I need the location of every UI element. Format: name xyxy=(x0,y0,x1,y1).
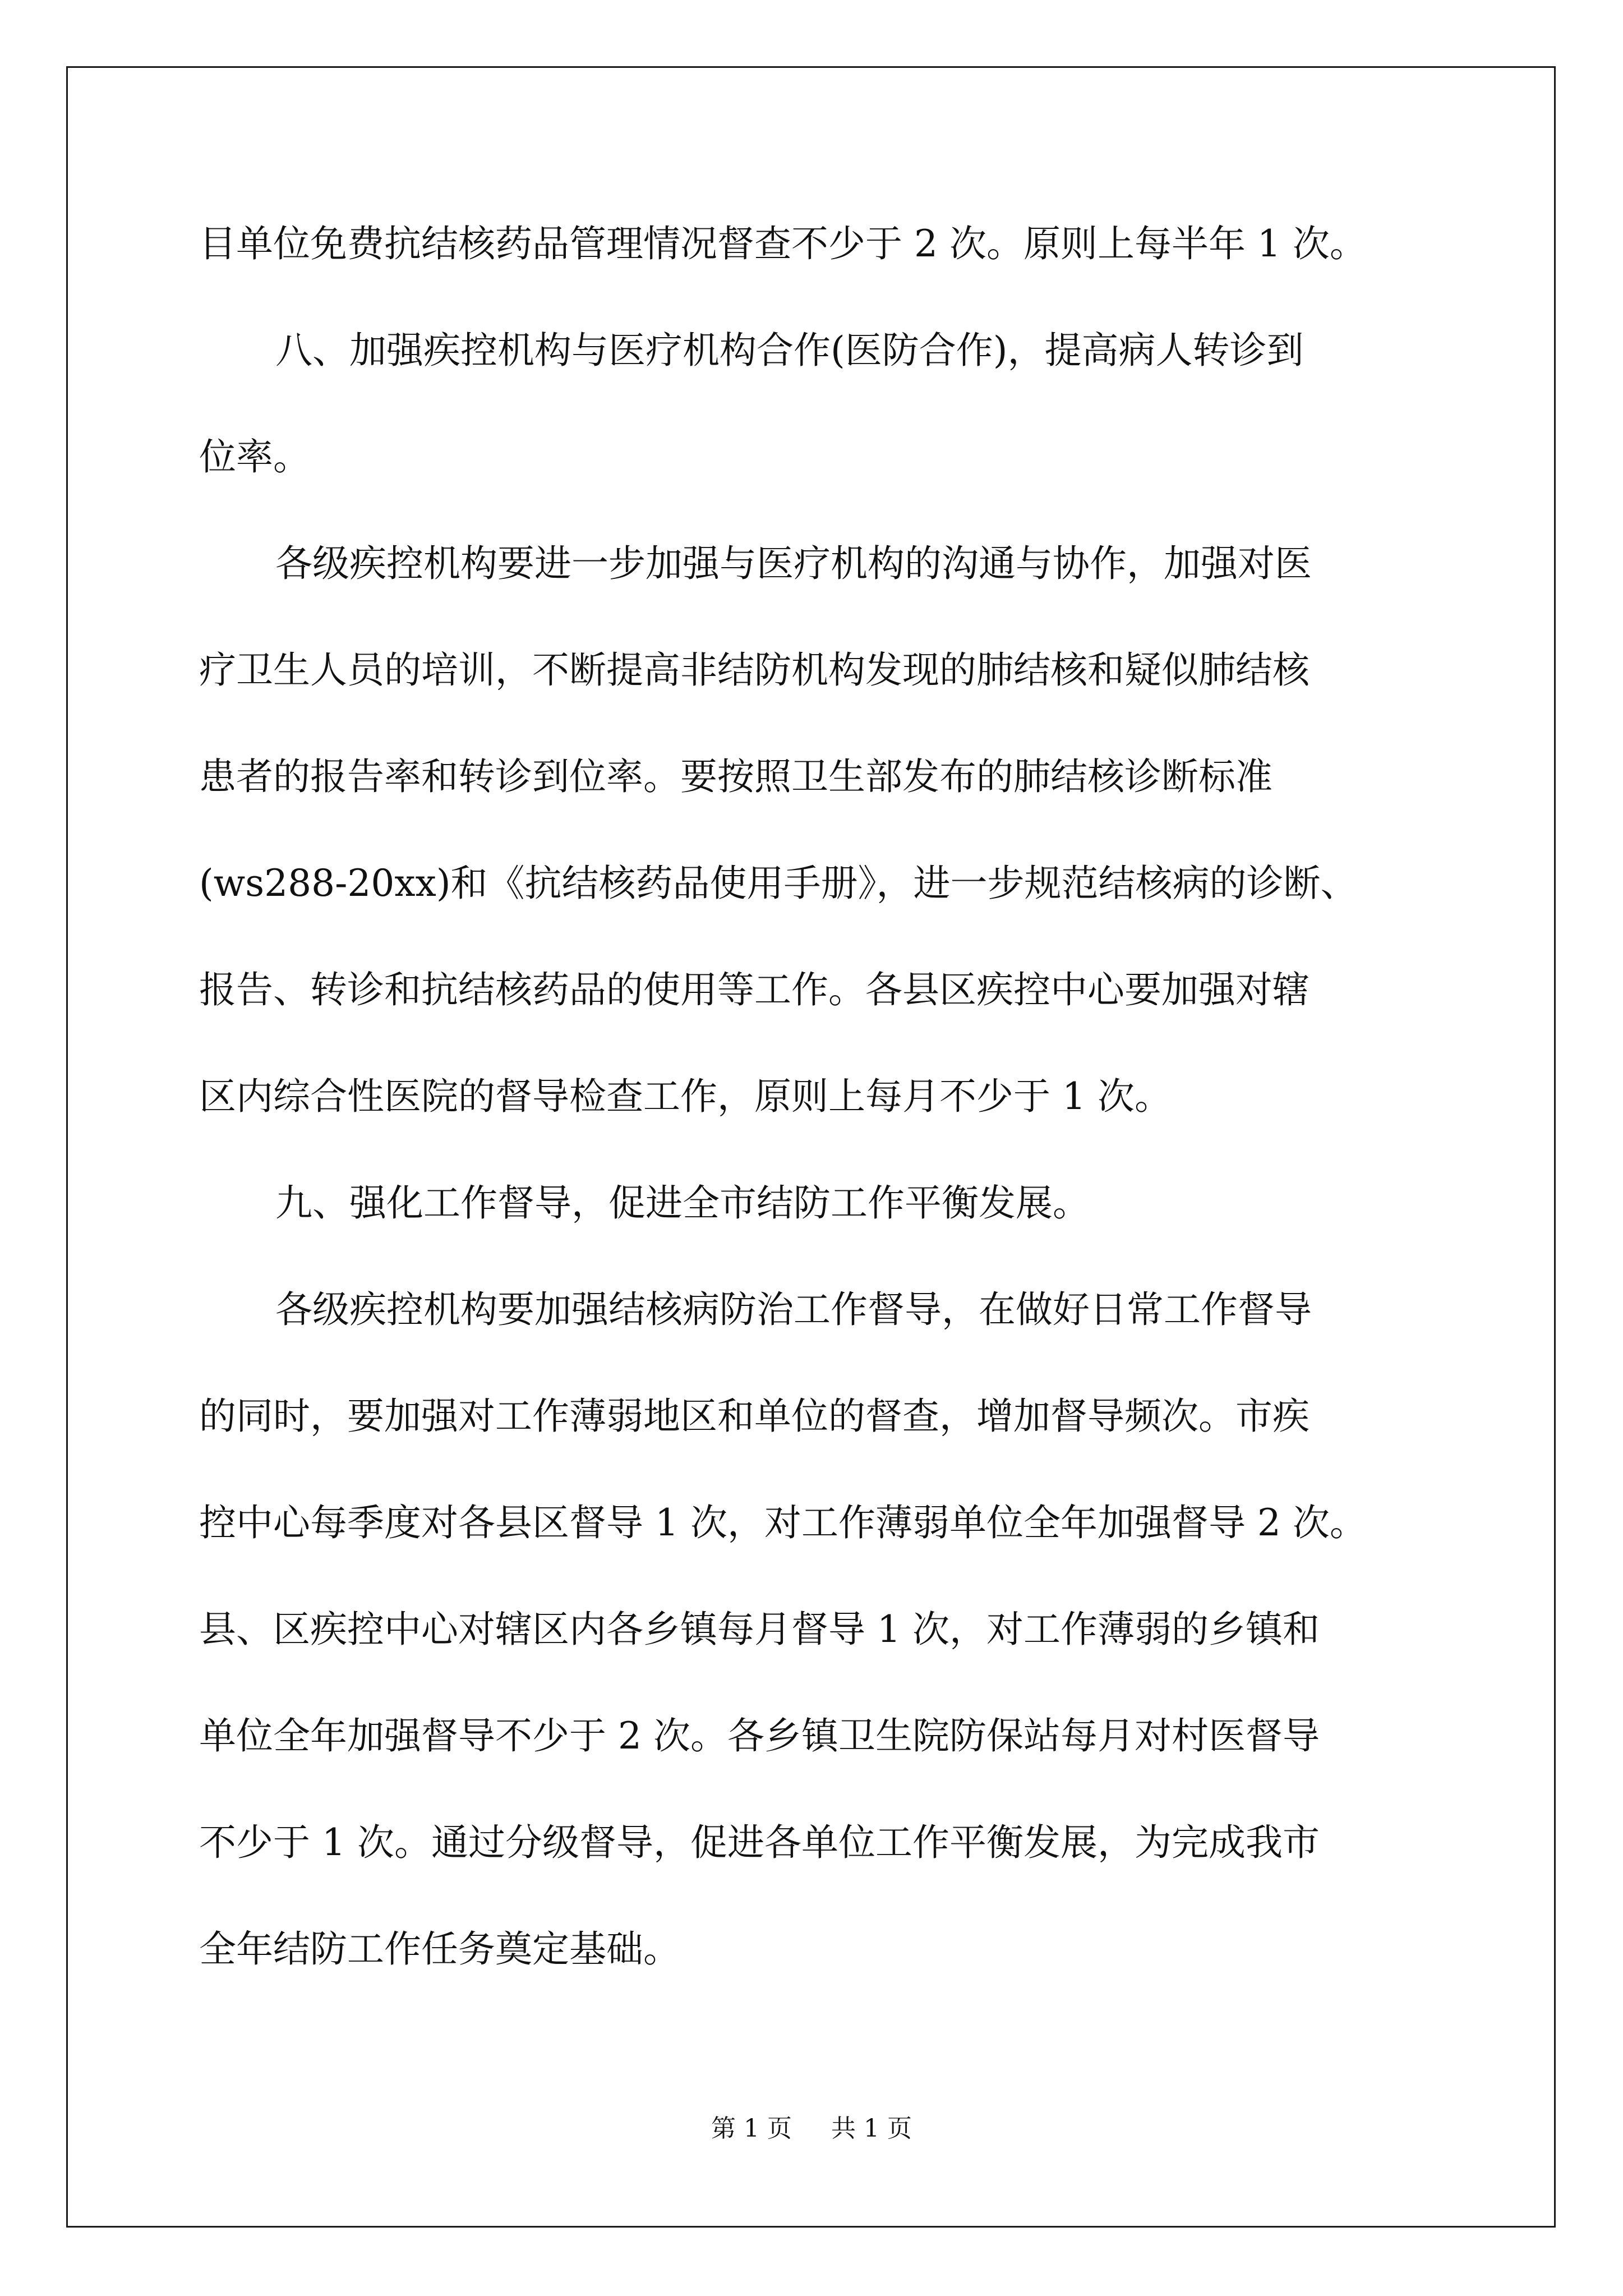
text-line-7: (ws288-20xx)和《抗结核药品使用手册》，进一步规范结核病的诊断、 xyxy=(199,862,1358,905)
page-number-current: 第 1 页 xyxy=(711,2114,792,2143)
text-line-16: 不少于 1 次。通过分级督导，促进各单位工作平衡发展，为完成我市 xyxy=(199,1821,1320,1864)
text-line-11: 各级疾控机构要加强结核病防治工作督导，在做好日常工作督导 xyxy=(275,1288,1312,1331)
text-line-14: 县、区疾控中心对辖区内各乡镇每月督导 1 次，对工作薄弱的乡镇和 xyxy=(199,1608,1320,1651)
text-line-5: 疗卫生人员的培训，不断提高非结防机构发现的肺结核和疑似肺结核 xyxy=(199,648,1310,692)
text-line-1: 目单位免费抗结核药品管理情况督查不少于 2 次。原则上每半年 1 次。 xyxy=(199,222,1367,265)
text-line-6: 患者的报告率和转诊到位率。要按照卫生部发布的肺结核诊断标准 xyxy=(199,755,1272,798)
text-line-17: 全年结防工作任务奠定基础。 xyxy=(199,1927,680,1971)
text-line-3: 位率。 xyxy=(199,435,310,478)
text-line-8: 报告、转诊和抗结核药品的使用等工作。各县区疾控中心要加强对辖 xyxy=(199,968,1310,1011)
text-line-10: 九、强化工作督导，促进全市结防工作平衡发展。 xyxy=(275,1181,1090,1225)
page-footer xyxy=(0,2112,1623,2146)
document-body xyxy=(199,191,1427,2003)
text-line-4: 各级疾控机构要进一步加强与医疗机构的沟通与协作，加强对医 xyxy=(275,542,1312,585)
text-line-9: 区内综合性医院的督导检查工作，原则上每月不少于 1 次。 xyxy=(199,1075,1172,1118)
text-line-15: 单位全年加强督导不少于 2 次。各乡镇卫生院防保站每月对村医督导 xyxy=(199,1714,1320,1757)
text-line-2: 八、加强疾控机构与医疗机构合作(医防合作)，提高病人转诊到 xyxy=(275,329,1304,372)
text-line-12: 的同时，要加强对工作薄弱地区和单位的督查，增加督导频次。市疾 xyxy=(199,1395,1310,1438)
page-number-total: 共 1 页 xyxy=(831,2114,912,2143)
text-line-13: 控中心每季度对各县区督导 1 次，对工作薄弱单位全年加强督导 2 次。 xyxy=(199,1501,1367,1544)
